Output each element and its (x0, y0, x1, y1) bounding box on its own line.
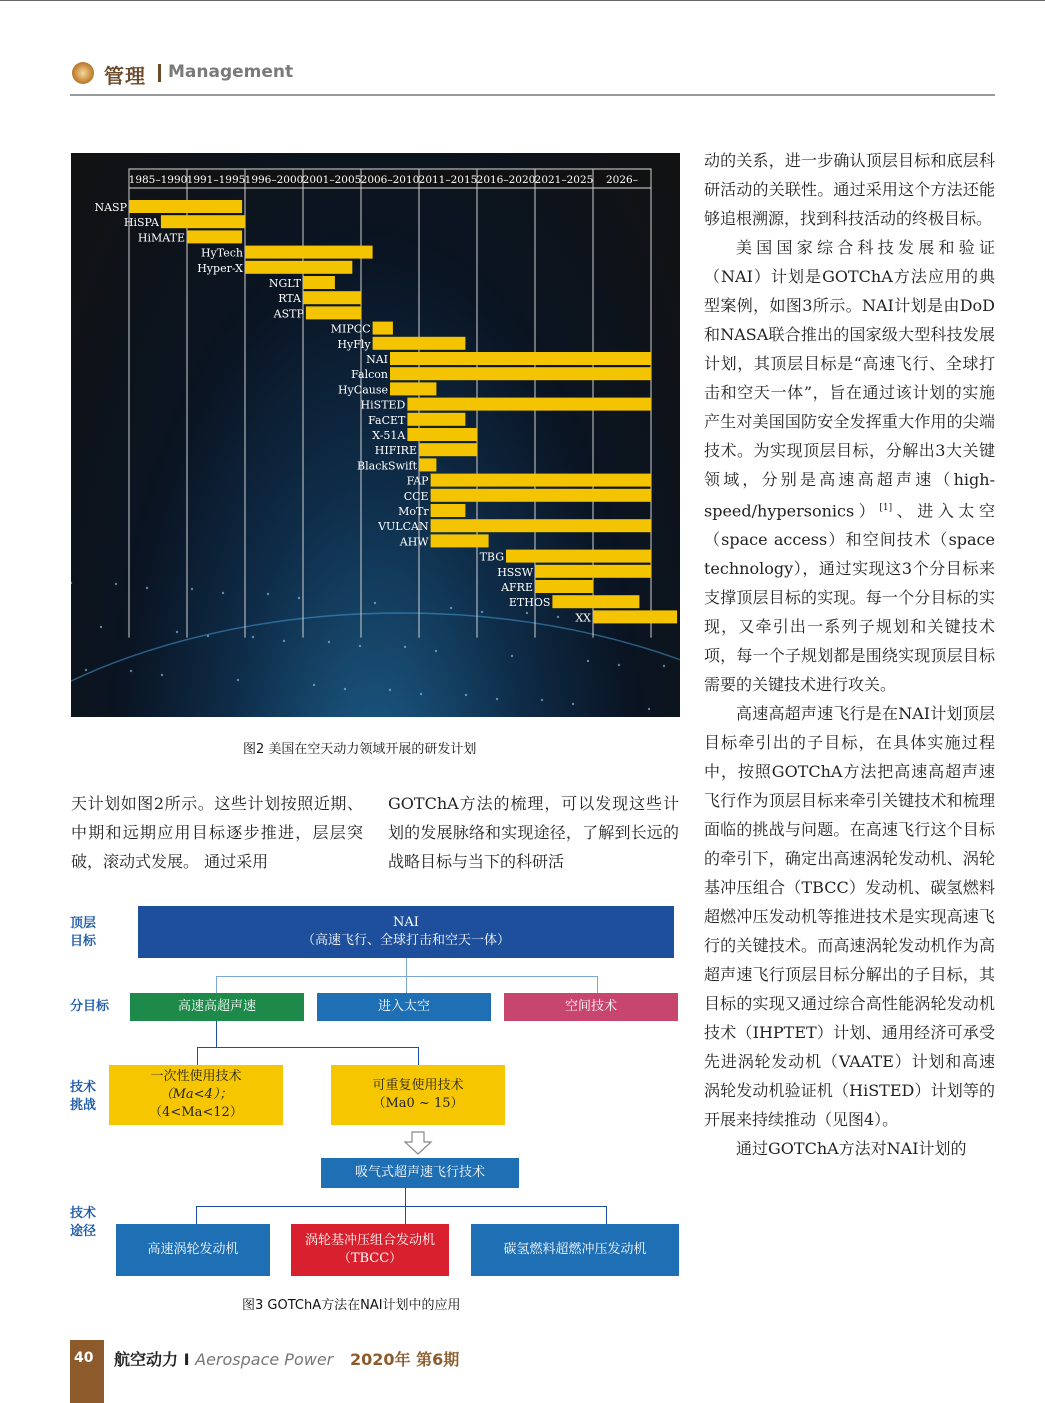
figure-3-caption: 图3 GOTChA方法在NAI计划中的应用 (242, 1298, 461, 1313)
program-label: VULCAN (378, 520, 429, 534)
period-label: 2011–2015 (418, 174, 478, 186)
program-bar (390, 367, 651, 380)
section-title: 管理 (104, 64, 146, 88)
program-bar (303, 291, 361, 304)
label-top-goal: 顶层 目标 (70, 916, 97, 949)
journal-name-en: Aerospace Power (195, 1350, 334, 1369)
program-bar (419, 458, 436, 471)
paragraph: 动的关系，进一步确认顶层目标和底层科研活动的关联性。通过采用这个方法还能够追根溯源，找到科技活动的终极目标。 (704, 151, 995, 228)
connector (216, 976, 598, 977)
section-title-en: Management (168, 62, 294, 82)
header-rule (70, 94, 995, 96)
network-node (496, 698, 498, 700)
period-label: 1985–1990 (128, 174, 188, 186)
program-bar (407, 428, 477, 441)
period-label: 1991–1995 (186, 174, 246, 186)
program-label: NASP (94, 201, 127, 214)
program-bar (419, 443, 477, 456)
connector (197, 1047, 198, 1065)
program-bar (431, 474, 651, 487)
program-bar (431, 519, 651, 532)
program-bar (407, 413, 465, 426)
network-node (283, 640, 285, 642)
network-node (557, 616, 559, 618)
program-label: ETHOS (508, 596, 551, 610)
program-label: RTA (278, 292, 301, 306)
program-label: HyFly (337, 337, 371, 351)
figure-2-caption: 图2 美国在空天动力领域开展的研发计划 (243, 742, 477, 757)
network-node (435, 650, 437, 652)
objective-space-tech: 空间技术 (504, 993, 678, 1021)
connector (216, 976, 217, 993)
gantt-chart (71, 153, 680, 717)
network-node (161, 674, 163, 676)
program-bar (407, 398, 651, 411)
program-label: HSSW (497, 565, 533, 579)
challenge-expendable: 一次性使用技术 （Ma<4）； （4<Ma<12） (109, 1065, 283, 1125)
connector (196, 1206, 607, 1207)
network-node (328, 641, 330, 643)
program-label: HiSPA (123, 216, 159, 230)
program-label: HiSTED (360, 398, 406, 412)
connector (197, 1047, 419, 1048)
label-sub-goal: 分目标 (70, 999, 110, 1014)
connector (406, 958, 407, 976)
program-label: XX (575, 611, 591, 625)
program-label: AFRE (501, 581, 533, 594)
network-node (313, 684, 315, 686)
journal-sep: I (183, 1350, 190, 1369)
paragraph: GOTChA方法的梳理，可以发现这些计划的发展脉络和实现途径，了解到长远的战略目标与当下的科研活 (388, 794, 679, 871)
goal-box: NAI （高速飞行、全球打击和空天一体） (138, 906, 674, 958)
objective-space-access: 进入太空 (317, 993, 491, 1021)
network-node (298, 597, 300, 599)
period-label: 2026– (606, 174, 638, 186)
paragraph: 美国国家综合科技发展和验证（NAI）计划是GOTChA方法应用的典型案例，如图3所示。NAI计划是由DoD和NASA联合推出的国家级大型科技发展计划，其顶层目标是“高速飞行、全球打击和空天一体”，旨在通过该计划的实施产生对美国国防安全发挥重大作用的尖端技术。为实现顶层目标，分解出3大关键领域，分别是高速高超声速（high-speed/hypersonics）[1]、进入太空（space access）和空间技术（space technology），通过实现这3个分目标来支撑顶层目标的实现。每一个分目标的实现，又牵引出一系列子规划和关键技术项，每一个子规划都是围绕实现顶层目标需要的关键技术进行攻关。 (704, 238, 995, 695)
network-node (541, 699, 543, 701)
program-label: HiMATE (137, 231, 185, 245)
down-arrow-icon (403, 1131, 433, 1155)
program-label: NGLT (268, 277, 301, 290)
network-node (526, 612, 528, 614)
connector (405, 1188, 406, 1224)
program-bar (535, 580, 593, 593)
program-label: TBG (479, 550, 504, 564)
connector (597, 976, 598, 993)
network-node (420, 693, 422, 695)
program-bar (161, 215, 245, 228)
network-node (648, 708, 650, 710)
program-bar (431, 504, 466, 517)
program-label: AHW (399, 535, 429, 549)
program-label: Falcon (351, 368, 388, 382)
network-node (663, 665, 665, 667)
citation: [1] (879, 503, 893, 513)
network-node (465, 694, 467, 696)
program-label: CCE (403, 489, 429, 503)
objective-hypersonic: 高速高超声速 (130, 993, 304, 1021)
program-label: ASTP (273, 307, 304, 321)
network-node (85, 669, 87, 671)
network-node (252, 636, 254, 638)
paragraph: 通过GOTChA方法对NAI计划的 (736, 1139, 967, 1159)
middle-column-text (388, 789, 679, 876)
program-bar (535, 565, 651, 578)
period-label: 1996–2000 (244, 174, 304, 186)
period-label: 2021–2025 (534, 174, 594, 186)
network-node (71, 582, 72, 584)
label-tech-path: 技术 途径 (70, 1206, 97, 1239)
program-bar (552, 595, 639, 608)
network-node (587, 660, 589, 662)
network-node (176, 631, 178, 633)
program-label: MIPCC (330, 322, 371, 336)
network-node (572, 703, 574, 705)
program-label: FaCET (368, 413, 406, 427)
program-bar (245, 261, 352, 274)
journal-name-cn: 航空动力 (114, 1350, 179, 1369)
program-label: HIFIRE (374, 444, 417, 458)
program-label: HyTech (200, 246, 243, 260)
network-node (222, 592, 224, 594)
program-bar (187, 230, 242, 243)
approach-tbcc: 涡轮基冲压组合发动机 （TBCC） (291, 1224, 449, 1276)
program-bar (129, 200, 242, 213)
period-label: 2006–2010 (360, 174, 420, 186)
program-label: BlackSwift (357, 459, 417, 473)
network-node (115, 583, 117, 585)
network-node (359, 645, 361, 647)
network-node (511, 655, 513, 657)
program-bar (303, 276, 335, 289)
figure-2-chart (71, 153, 680, 717)
label-tech-challenge: 技术 挑战 (70, 1080, 97, 1113)
period-label: 2016–2020 (476, 174, 536, 186)
program-bar (245, 246, 373, 259)
approach-scramjet: 碳氢燃料超燃冲压发动机 (471, 1224, 679, 1276)
network-node (618, 664, 620, 666)
connector (406, 976, 407, 993)
network-node (344, 688, 346, 690)
network-node (100, 626, 102, 628)
globe-outline (71, 613, 680, 717)
program-label: Hyper-X (197, 261, 243, 275)
connector (216, 1021, 217, 1047)
program-bar (373, 337, 466, 350)
connector (196, 1206, 197, 1224)
figure-3-diagram (66, 900, 682, 1290)
program-label: X-51A (372, 429, 406, 442)
network-node (191, 588, 193, 590)
top-rule (0, 0, 1045, 1)
key-tech-box: 吸气式超声速飞行技术 (321, 1158, 519, 1188)
program-label: FAP (406, 474, 429, 488)
network-node (267, 593, 269, 595)
network-node (130, 670, 132, 672)
network-node (374, 602, 376, 604)
network-node (404, 646, 406, 648)
journal-footer (114, 1347, 459, 1370)
program-bar (431, 534, 489, 547)
network-node (146, 587, 148, 589)
network-node (450, 607, 452, 609)
challenge-reusable: 可重复使用技术 （Ma0 ~ 15） (331, 1065, 505, 1125)
period-label: 2001–2005 (302, 174, 362, 186)
approach-turbine: 高速涡轮发动机 (116, 1224, 270, 1276)
network-node (237, 679, 239, 681)
program-bar (593, 610, 677, 623)
program-bar (373, 322, 393, 335)
page-number: 40 (74, 1350, 94, 1366)
program-bar (506, 550, 651, 563)
issue-label: 2020年 第6期 (349, 1350, 460, 1369)
title-divider (158, 64, 161, 82)
program-label: MoTr (398, 505, 429, 518)
paragraph: 天计划如图2所示。这些计划按照近期、中期和远期应用目标逐步推进，层层突破，滚动式发展。 通过采用 (71, 794, 363, 871)
program-label: HyCause (337, 383, 388, 397)
right-column-text (704, 146, 995, 1163)
medal-icon (72, 62, 94, 84)
program-bar (306, 306, 361, 319)
program-bar (431, 489, 651, 502)
connector (418, 1047, 419, 1065)
network-node (481, 611, 483, 613)
paragraph: 高速高超声速飞行是在NAI计划顶层目标牵引出的子目标，在具体实施过程中，按照GOTChA方法把高速高超声速飞行作为顶层目标来牵引关键技术和梳理面临的挑战与问题。在高速飞行这个目标的牵引下，确定出高速涡轮发动机、涡轮基冲压组合（TBCC）发动机、碳氢燃料超燃冲压发动机等推进技术是实现高速飞行的关键技术。而高速涡轮发动机作为高超声速飞行顶层目标分解出的子目标，其目标的实现又通过综合高性能涡轮发动机技术（IHPTET）计划、通用经济可承受先进涡轮发动机（VAATE）计划和高速涡轮发动机验证机（HiSTED）计划等的开展来持续推动（见图4）。 (704, 704, 995, 1130)
network-node (389, 689, 391, 691)
program-label: NAI (366, 353, 388, 366)
left-column-text (71, 789, 363, 876)
connector (606, 1206, 607, 1224)
program-bar (390, 382, 436, 395)
program-bar (390, 352, 651, 365)
